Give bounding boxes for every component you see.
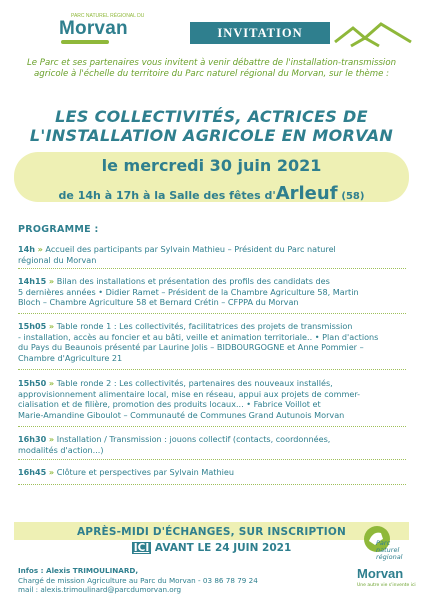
logo-underline — [61, 40, 109, 44]
item-time: 14h15 — [18, 276, 47, 286]
register-link[interactable]: ICI — [133, 542, 150, 554]
item-line: Bloch – Chambre Agriculture 58 et Bernard Crétin – CFPPA du Morvan — [18, 297, 299, 307]
contact-block — [18, 566, 258, 595]
registration-title: APRÈS-MIDI D'ÉCHANGES, SUR INSCRIPTION — [76, 526, 346, 538]
footer-logo-tagline: Une autre vie s'invente ici — [357, 583, 416, 588]
divider — [18, 369, 406, 370]
item-line: Chambre d'Agriculture 21 — [18, 352, 123, 363]
time-prefix: de — [58, 189, 74, 202]
item-line: Installation / Transmission : jouons collectif (contacts, coordonnées, — [56, 434, 331, 444]
programme-item — [18, 467, 411, 478]
item-time: 16h30 — [18, 434, 47, 444]
date-day: mercredi 30 juin 2021 — [123, 156, 322, 175]
programme-title: PROGRAMME : — [18, 224, 99, 235]
item-line: Table ronde 1 : Les collectivités, facilitatrices des projets de transmission — [56, 321, 353, 331]
arrow-icon: » — [48, 434, 55, 444]
footer-logo-text — [376, 540, 403, 561]
registration-deadline-text: AVANT LE 24 JUIN 2021 — [151, 542, 292, 554]
item-line: approvisionnement alimentaire local, mise en réseau, appui aux projets de commer- — [18, 388, 361, 399]
item-line: 5 dernières années • Didier Ramet – Président de la Chambre Agriculture 58, Martin — [18, 286, 359, 297]
item-line: - installation, accès au foncier et au bâti, veille et animation territoriale.. • Plan d'actions — [18, 331, 379, 342]
event-title-line2: L'INSTALLATION AGRICOLE EN MORVAN — [29, 126, 394, 145]
item-line: modalités d'action...) — [18, 444, 104, 455]
item-time: 15h05 — [18, 321, 47, 331]
item-line: Accueil des participants par Sylvain Mathieu – Président du Parc naturel — [45, 244, 336, 254]
event-date — [0, 156, 423, 175]
item-line: Table ronde 2 : Les collectivités, partenaires des nouveaux installés, — [56, 378, 333, 388]
contact-mail[interactable]: mail : alexis.trimoulinard@parcdumorvan.org — [18, 585, 182, 594]
contact-label: Infos : Alexis TRIMOULINARD, — [18, 566, 139, 575]
programme-item — [18, 244, 411, 265]
divider — [18, 459, 406, 460]
footer-logo-line3: régional — [376, 553, 403, 561]
logo-tagline: PARC NATUREL RÉGIONAL DU — [71, 13, 145, 19]
item-time: 14h — [18, 244, 36, 254]
item-time: 16h45 — [18, 467, 47, 477]
event-title — [10, 107, 413, 145]
contact-role: Chargé de mission Agriculture au Parc du Morvan - 03 86 78 79 24 — [18, 575, 258, 585]
arrow-icon: » — [48, 276, 55, 286]
invitation-banner: INVITATION — [190, 22, 330, 44]
footer-logo-name: Morvan — [357, 566, 404, 581]
divider — [18, 484, 406, 485]
programme-item — [18, 434, 411, 455]
event-time: 14h à 17h — [77, 189, 140, 202]
header — [0, 0, 423, 58]
arrow-icon: » — [48, 378, 55, 388]
event-title-line1: LES COLLECTIVITÉS, ACTRICES DE — [55, 107, 368, 126]
item-line: régional du Morvan — [18, 254, 97, 265]
divider — [18, 268, 406, 269]
morvan-logo: Morvan — [59, 18, 128, 39]
divider — [18, 426, 406, 427]
event-time-place — [0, 183, 423, 204]
footer-logo-line2: naturel — [376, 546, 400, 554]
programme-item — [18, 276, 411, 308]
intro-text: Le Parc et ses partenaires vous invitent à venir débattre de l'installation-transmission agricole à l'échelle du territoire du Parc naturel régional du Morvan, sur le thème : — [26, 58, 397, 79]
item-line: cialisation et de filière, promotion des produits locaux... • Fabrice Voillot et — [18, 399, 321, 409]
place-prefix: à la Salle des fêtes d' — [142, 189, 276, 202]
item-line: du Pays du Beaunois présenté par Laurine Jolis – BIDBOURGOGNE et Anne Pommier – — [18, 342, 364, 352]
item-line: Bilan des installations et présentation des profils des candidats des — [56, 276, 330, 286]
item-time: 15h50 — [18, 378, 47, 388]
arrow-icon: » — [48, 467, 55, 477]
item-line: Marie-Amandine Giboulot – Communauté de Communes Grand Autunois Morvan — [18, 409, 345, 420]
date-prefix: le — [101, 156, 118, 175]
arrow-icon: » — [37, 244, 43, 254]
programme-item — [18, 321, 411, 363]
divider — [18, 313, 406, 314]
footer-logo-line1: Parc — [376, 539, 391, 547]
event-dept: (58) — [341, 191, 365, 202]
event-place: Arleuf — [275, 183, 338, 204]
arrow-icon: » — [48, 321, 55, 331]
item-line: Clôture et perspectives par Sylvain Mathieu — [56, 467, 234, 477]
programme-item — [18, 378, 411, 420]
mountain-icon — [333, 20, 413, 50]
